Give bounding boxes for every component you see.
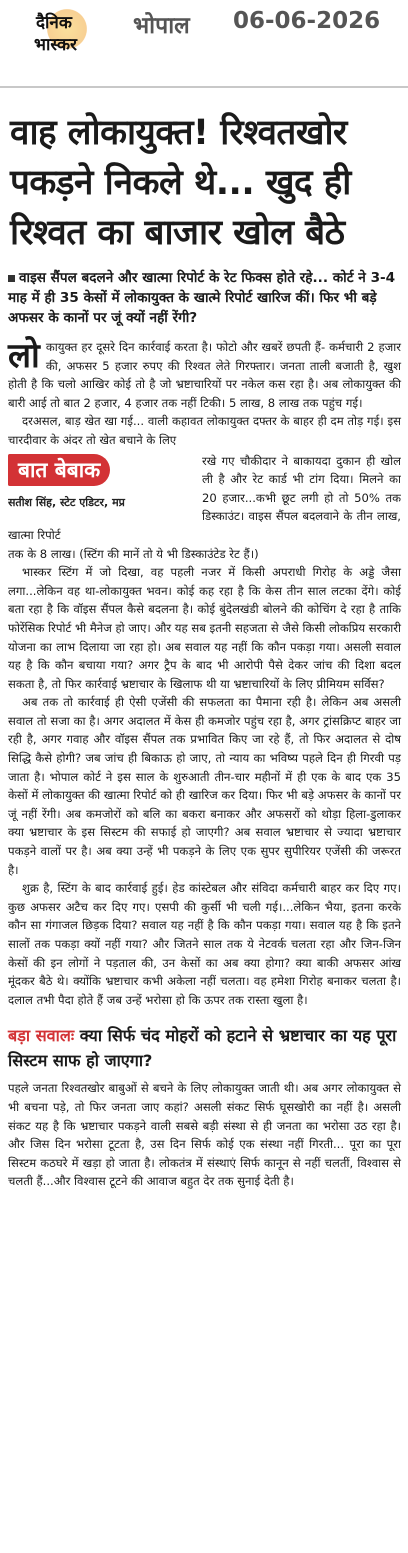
paragraph-2-end: तक के 8 लाख। (स्टिंग की मानें तो ये भी डिस्काउंटेड रेट हैं।) [8, 546, 259, 561]
dainik-bhaskar-logo [30, 6, 104, 62]
columnist-block [8, 452, 401, 545]
paragraph-5: शुक्र है, स्टिंग के बाद कार्रवाई हुई। हेड कांस्टेबल और संविदा कर्मचारी बाहर कर दिए गए। कुछ अफसर अटैच कर दिए गए। एसपी की कुर्सी भी चली गई।...लेकिन भैया, इतना करके कौन सा गंगाजल छिड़क दिया? सवाल यह नहीं है कि कौन पकड़ा गया। सवाल यह है कि इतने सालों तक पकड़ा क्यों नहीं गया? और जितने साल तक ये नेटवर्क चलता रहा और जिन-जिन केसों की इन लोगों ने पड़ताल की, उन केसों का अब क्या होगा? क्या बाकी अफसर आंख मूंदकर बैठे थे। क्योंकि भ्रष्टाचार कभी अकेला नहीं चलता। वह हमेशा गिरोह बनाकर चलता है। दलाल तभी पैदा होते हैं जब उन्हें भरोसा हो कि ऊपर तक रास्ता खुला है। [8, 881, 401, 1007]
bullet-square-icon [8, 275, 15, 282]
opening-paragraph [8, 338, 401, 412]
big-question-label: बड़ा सवालः [8, 1026, 75, 1046]
column-badge: बात बेबाक [8, 454, 110, 486]
columnist-name: सतीश सिंह, स्टेट एडिटर, मप्र [8, 495, 125, 509]
paragraph-3: भास्कर स्टिंग में जो दिखा, वह पहली नजर में किसी अपराधी गिरोह के अड्डे जैसा लगा...लेकिन वह था-लोकायुक्त भवन। कोई कह रहा है कि केस तीन साल लटका देंगे। कोई बता रहा है कि वॉइस सैंपल कैसे बदलना है। कोई बुंदेलखंडी बोलने की कोचिंग दे रहा है ताकि फोरेंसिक रिपोर्ट भी मैनेज हो जाए। और यह सब इतनी सहजता से जैसे किसी लोकप्रिय सरकारी योजना का लाभ दिलाया जा रहा हो। अब सवाल यह नहीं कि कौन पकड़ा गया। असली सवाल यह है कि कौन बचाया गया? अगर ट्रैप के बाद भी आरोपी पैसे देकर जांच की दिशा बदल सकता है, तो फिर कार्रवाई भ्रष्टाचार के खिलाफ थी या भ्रष्टाचारियों के लिए प्रीमियम सर्विस? [8, 565, 401, 691]
headline: वाह लोकायुक्त! रिश्वतखोर पकड़ने निकले थे... खुद ही रिश्वत का बाजार खोल बैठे [10, 113, 351, 253]
article-body [8, 338, 401, 1009]
edition-date: 06-06-2026 [233, 8, 381, 34]
paragraph-1: कायुक्त हर दूसरे दिन कार्रवाई करता है। फोटो और खबरें छपती हैं- कर्मचारी 2 हजार की, अफसर 5 हजार रुपए की रिश्वत लेते गिरफ्तार। जनता ताली बजाती है, खुश होती है कि चलो आखिर कोई तो है जो भ्रष्टाचारियों पर नकेल कस रहा है। अब लोकायुक्त की बारी आई तो बात 2 हजार, 4 हजार तक नहीं टिकी। 5 लाख, 8 लाख तक पहुंच गई। [8, 340, 401, 410]
paragraph-4: अब तक तो कार्रवाई ही ऐसी एजेंसी की सफलता का पैमाना रही है। लेकिन अब असली सवाल तो सजा का है। अगर अदालत में केस ही कमजोर पहुंच रहा है, अगर ट्रांसक्रिप्ट बाहर जा रही है, अगर गवाह और वॉइस सैंपल तक प्रभावित किए जा रहे हैं, तो फिर अदालत से दोष सिद्धि कैसे होगी? जब जांच ही बिकाऊ हो जाए, तो न्याय का भविष्य पहले दिन ही गिरवी पड़ जाता है। भोपाल कोर्ट ने इस साल के शुरुआती तीन-चार महीनों में ही एक के बाद एक 35 केसों में लोकायुक्त की खात्मा रिपोर्ट को ही खारिज कर दिया। फिर भी बड़े अफसर के कानों पर जूं नहीं रेंगी। अब कमजोरों को बलि का बकरा बनाकर और अफसरों को थोड़ा हिला-डुलाकर क्या भ्रष्टाचार के इस सिस्टम की सफाई हो जाएगी? अब सवाल भ्रष्टाचार से ज्यादा भ्रष्टाचार पकड़ने वालों पर है। अब क्या उन्हें भी पकड़ने के लिए एक सुपर सुपीरियर एजेंसी की जरूरत है। [8, 695, 401, 877]
logo-line-1: दैनिक [36, 13, 72, 33]
drop-cap: लो [8, 336, 40, 376]
columnist-box [8, 454, 194, 513]
big-question-text: क्या सिर्फ चंद मोहरों को हटाने से भ्रष्टाचार का यह पूरा सिस्टम साफ हो जाएगा? [8, 1026, 397, 1071]
paragraph-6: पहले जनता रिश्वतखोर बाबुओं से बचने के लिए लोकायुक्त जाती थी। अब अगर लोकायुक्त से भी बचना पड़े, तो फिर जनता जाए कहां? असली संकट सिर्फ घूसखोरी का नहीं है। असली संकट यह है कि भ्रष्टाचार पकड़ने वाली सबसे बड़ी संस्था से ही जनता का भरोसा उठ रहा है। और जिस दिन भरोसा टूटता है, उस दिन सिर्फ कोई एक संस्था नहीं गिरती... पूरा का पूरा सिस्टम कठघरे में खड़ा हो जाता है। लोकतंत्र में संस्थाएं सिर्फ कानून से नहीं चलतीं, विश्वास से चलती हैं...और विश्वास टूटने की आवाज बहुत देर तक सुनाई देती है। [8, 1081, 401, 1189]
edition-city: भोपाल [133, 13, 190, 39]
big-question [8, 1023, 400, 1073]
deck-text: वाइस सैंपल बदलने और खात्मा रिपोर्ट के रेट फिक्स होते रहे... कोर्ट ने 3-4 माह में ही 35 केसों में लोकायुक्त के खात्मे रिपोर्ट खारिज कीं। फिर भी बड़े अफसर के कानों पर जूं क्यों नहीं रेंगी? [8, 270, 396, 326]
paragraph-2-wrap: रखे गए चौकीदार ने बाकायदा दुकान ही खोल ली है और रेट कार्ड भी टांग दिया। मिलने का 20 हजार...कभी छूट लगी हो तो 50% तक डिस्काउंट। वाइस सैंपल बदलवाने के तीन लाख, खात्मा रिपोर्ट [8, 453, 401, 542]
closing-body [8, 1079, 401, 1191]
masthead [0, 0, 408, 88]
paragraph-2-intro: दरअसल, बाड़ खेत खा गई... वाली कहावत लोकायुक्त दफ्तर के बाहर ही दम तोड़ गई। इस चारदीवार के अंदर तो खेत बचाने के लिए [8, 414, 401, 447]
logo-line-2: भास्कर [34, 35, 77, 55]
deck [8, 268, 402, 328]
